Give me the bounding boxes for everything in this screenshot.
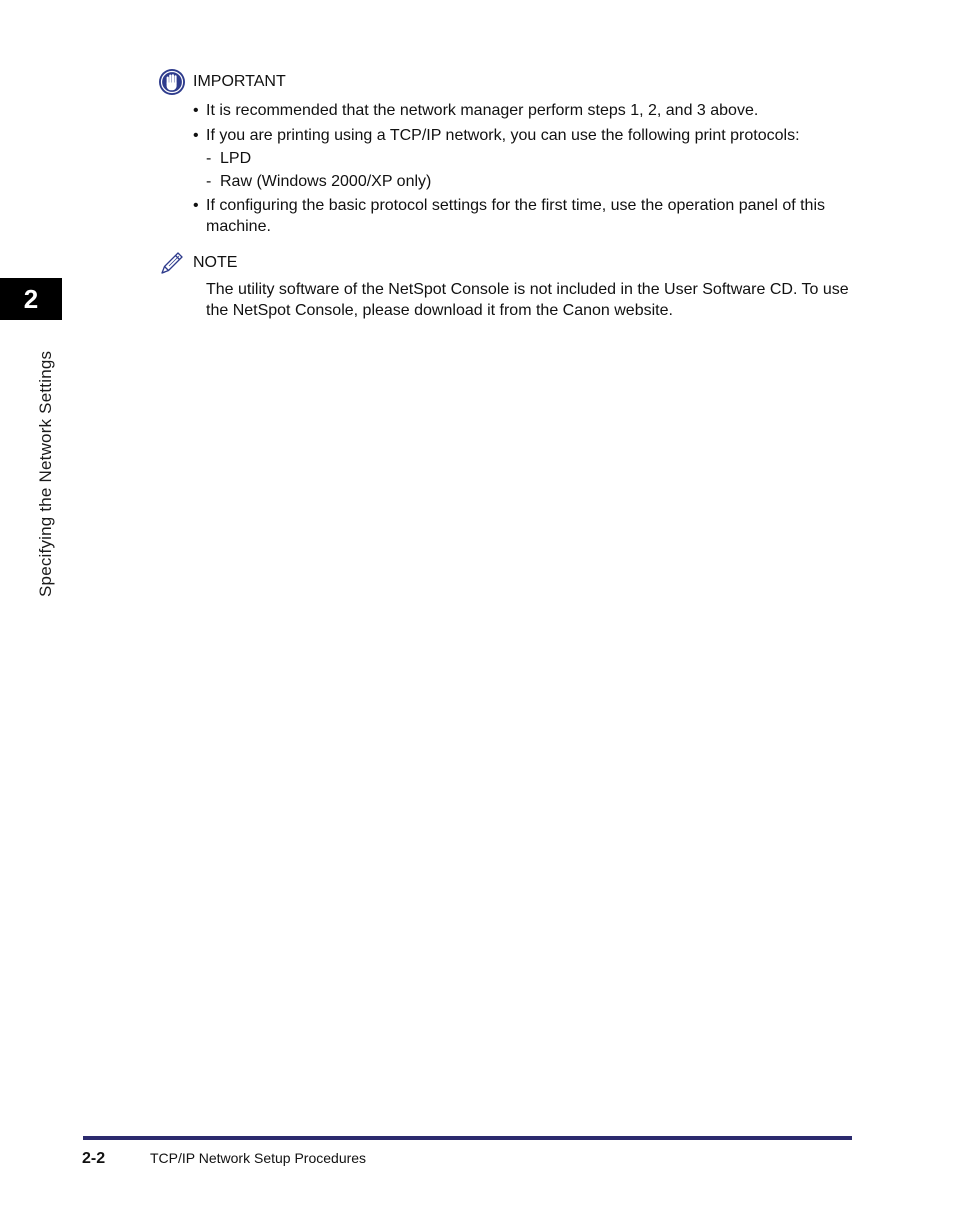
- note-label: NOTE: [193, 254, 238, 271]
- sub-list-item: - Raw (Windows 2000/XP only): [206, 172, 432, 190]
- important-label: IMPORTANT: [193, 73, 286, 90]
- page-number: 2-2: [82, 1150, 106, 1167]
- chapter-title: Specifying the Network Settings: [36, 350, 55, 597]
- chapter-number: 2: [23, 284, 39, 314]
- important-header: [158, 68, 858, 96]
- list-item-text: If you are printing using a TCP/IP network, you can use the following print protocols:: [206, 126, 800, 144]
- footer-section-title: TCP/IP Network Setup Procedures: [150, 1150, 367, 1166]
- list-item: • If configuring the basic protocol settings for the first time, use the operation panel of this machine.: [193, 196, 826, 235]
- protocol-sublist: [206, 147, 858, 193]
- note-text: The utility software of the NetSpot Console is not included in the User Software CD. To use the NetSpot Console, please download it from the Canon website.: [206, 281, 849, 319]
- list-item: • It is recommended that the network manager perform steps 1, 2, and 3 above.: [193, 101, 759, 119]
- note-block: [158, 249, 858, 321]
- hand-stop-icon: [158, 68, 186, 96]
- list-item-text: It is recommended that the network manager perform steps 1, 2, and 3 above.: [206, 101, 759, 119]
- sub-list-item: - LPD: [206, 149, 252, 167]
- chapter-tab: [0, 278, 62, 320]
- important-list: [158, 100, 858, 237]
- pencil-icon: [158, 249, 186, 277]
- list-item: • If you are printing using a TCP/IP network, you can use the following print protocols: - LPD - Raw (Windows 2000/XP only): [158, 125, 858, 193]
- important-block: [158, 68, 858, 237]
- list-item-text: If configuring the basic protocol settings for the first time, use the operation panel of this machine.: [206, 196, 826, 235]
- footer-rule: [83, 1136, 852, 1140]
- note-header: [158, 249, 858, 277]
